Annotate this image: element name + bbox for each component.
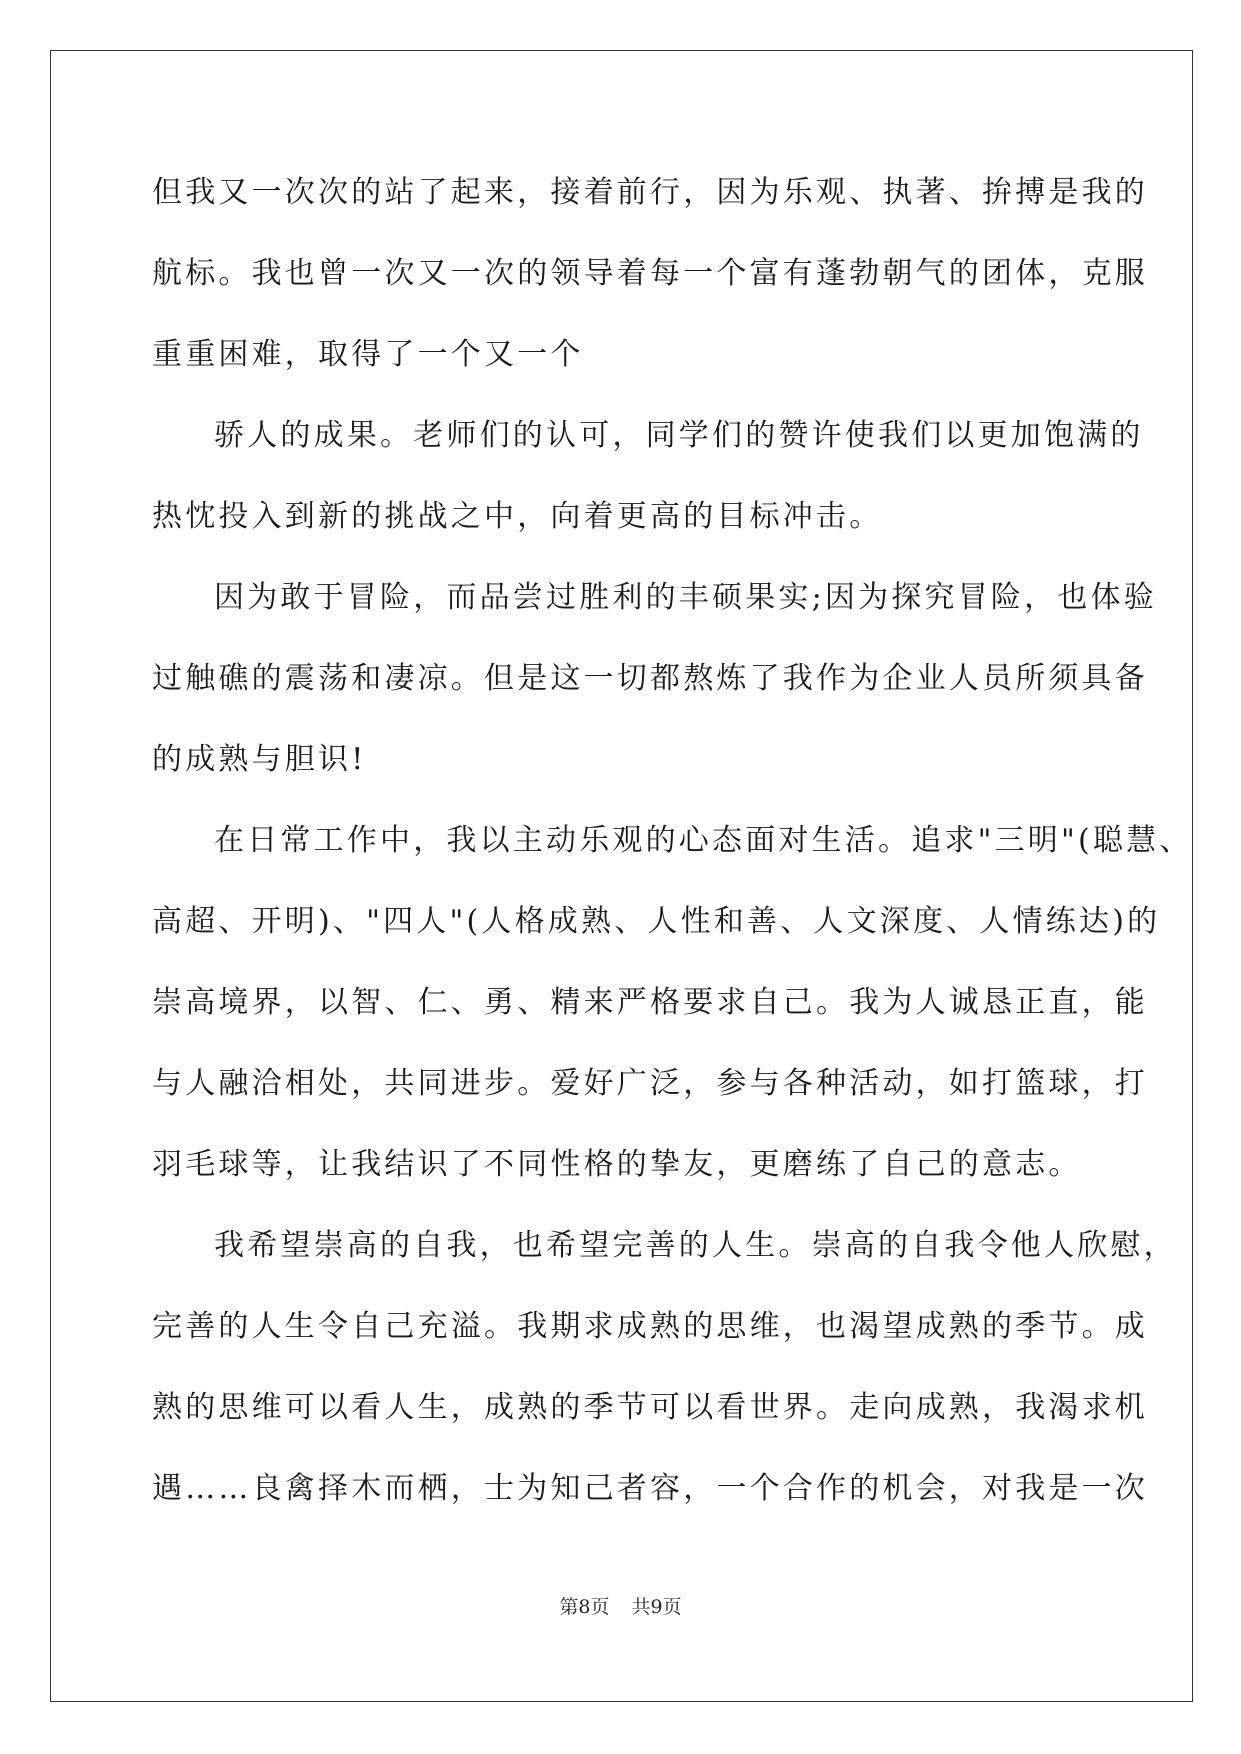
text-line: 羽毛球等，让我结识了不同性格的挚友，更磨练了自己的意志。 — [152, 1147, 1082, 1182]
text-line: 重重困难，取得了一个又一个 — [152, 337, 584, 372]
text-line: 但我又一次次的站了起来，接着前行，因为乐观、执著、拚搏是我的 — [152, 175, 1148, 210]
paragraph-start-line: 骄人的成果。老师们的认可，同学们的赞许使我们以更加饱满的 — [214, 418, 1144, 453]
text-line: 的成熟与胆识! — [152, 742, 367, 777]
text-line: 热忱投入到新的挑战之中，向着更高的目标冲击。 — [152, 499, 883, 534]
text-line: 完善的人生令自己充溢。我期求成熟的思维，也渴望成熟的季节。成 — [152, 1309, 1148, 1344]
document-body — [152, 152, 1193, 1529]
text-line: 遇……良禽择木而栖，士为知己者容，一个合作的机会，对我是一次 — [152, 1471, 1148, 1506]
text-line: 过触礁的震荡和凄凉。但是这一切都熬炼了我作为企业人员所须具备 — [152, 661, 1148, 696]
text-line: 与人融洽相处，共同进步。爱好广泛，参与各种活动，如打篮球，打 — [152, 1066, 1148, 1101]
text-line: 高超、开明)、"四人"(人格成熟、人性和善、人文深度、人情练达)的 — [152, 904, 1161, 939]
page-number: 第8页 — [559, 1596, 610, 1618]
paragraph-start-line: 我希望崇高的自我，也希望完善的人生。崇高的自我令他人欣慰， — [214, 1228, 1177, 1263]
page-footer — [0, 1595, 1241, 1619]
text-line: 崇高境界，以智、仁、勇、精来严格要求自己。我为人诚恳正直，能 — [152, 985, 1148, 1020]
paragraph-start-line: 在日常工作中，我以主动乐观的心态面对生活。追求"三明"(聪慧、 — [214, 823, 1193, 858]
text-line: 熟的思维可以看人生，成熟的季节可以看世界。走向成熟，我渴求机 — [152, 1390, 1148, 1425]
text-line: 航标。我也曾一次又一次的领导着每一个富有蓬勃朝气的团体，克服 — [152, 256, 1148, 291]
paragraph-start-line: 因为敢于冒险，而品尝过胜利的丰硕果实;因为探究冒险，也体验 — [214, 580, 1157, 615]
page-total: 共9页 — [631, 1596, 682, 1618]
